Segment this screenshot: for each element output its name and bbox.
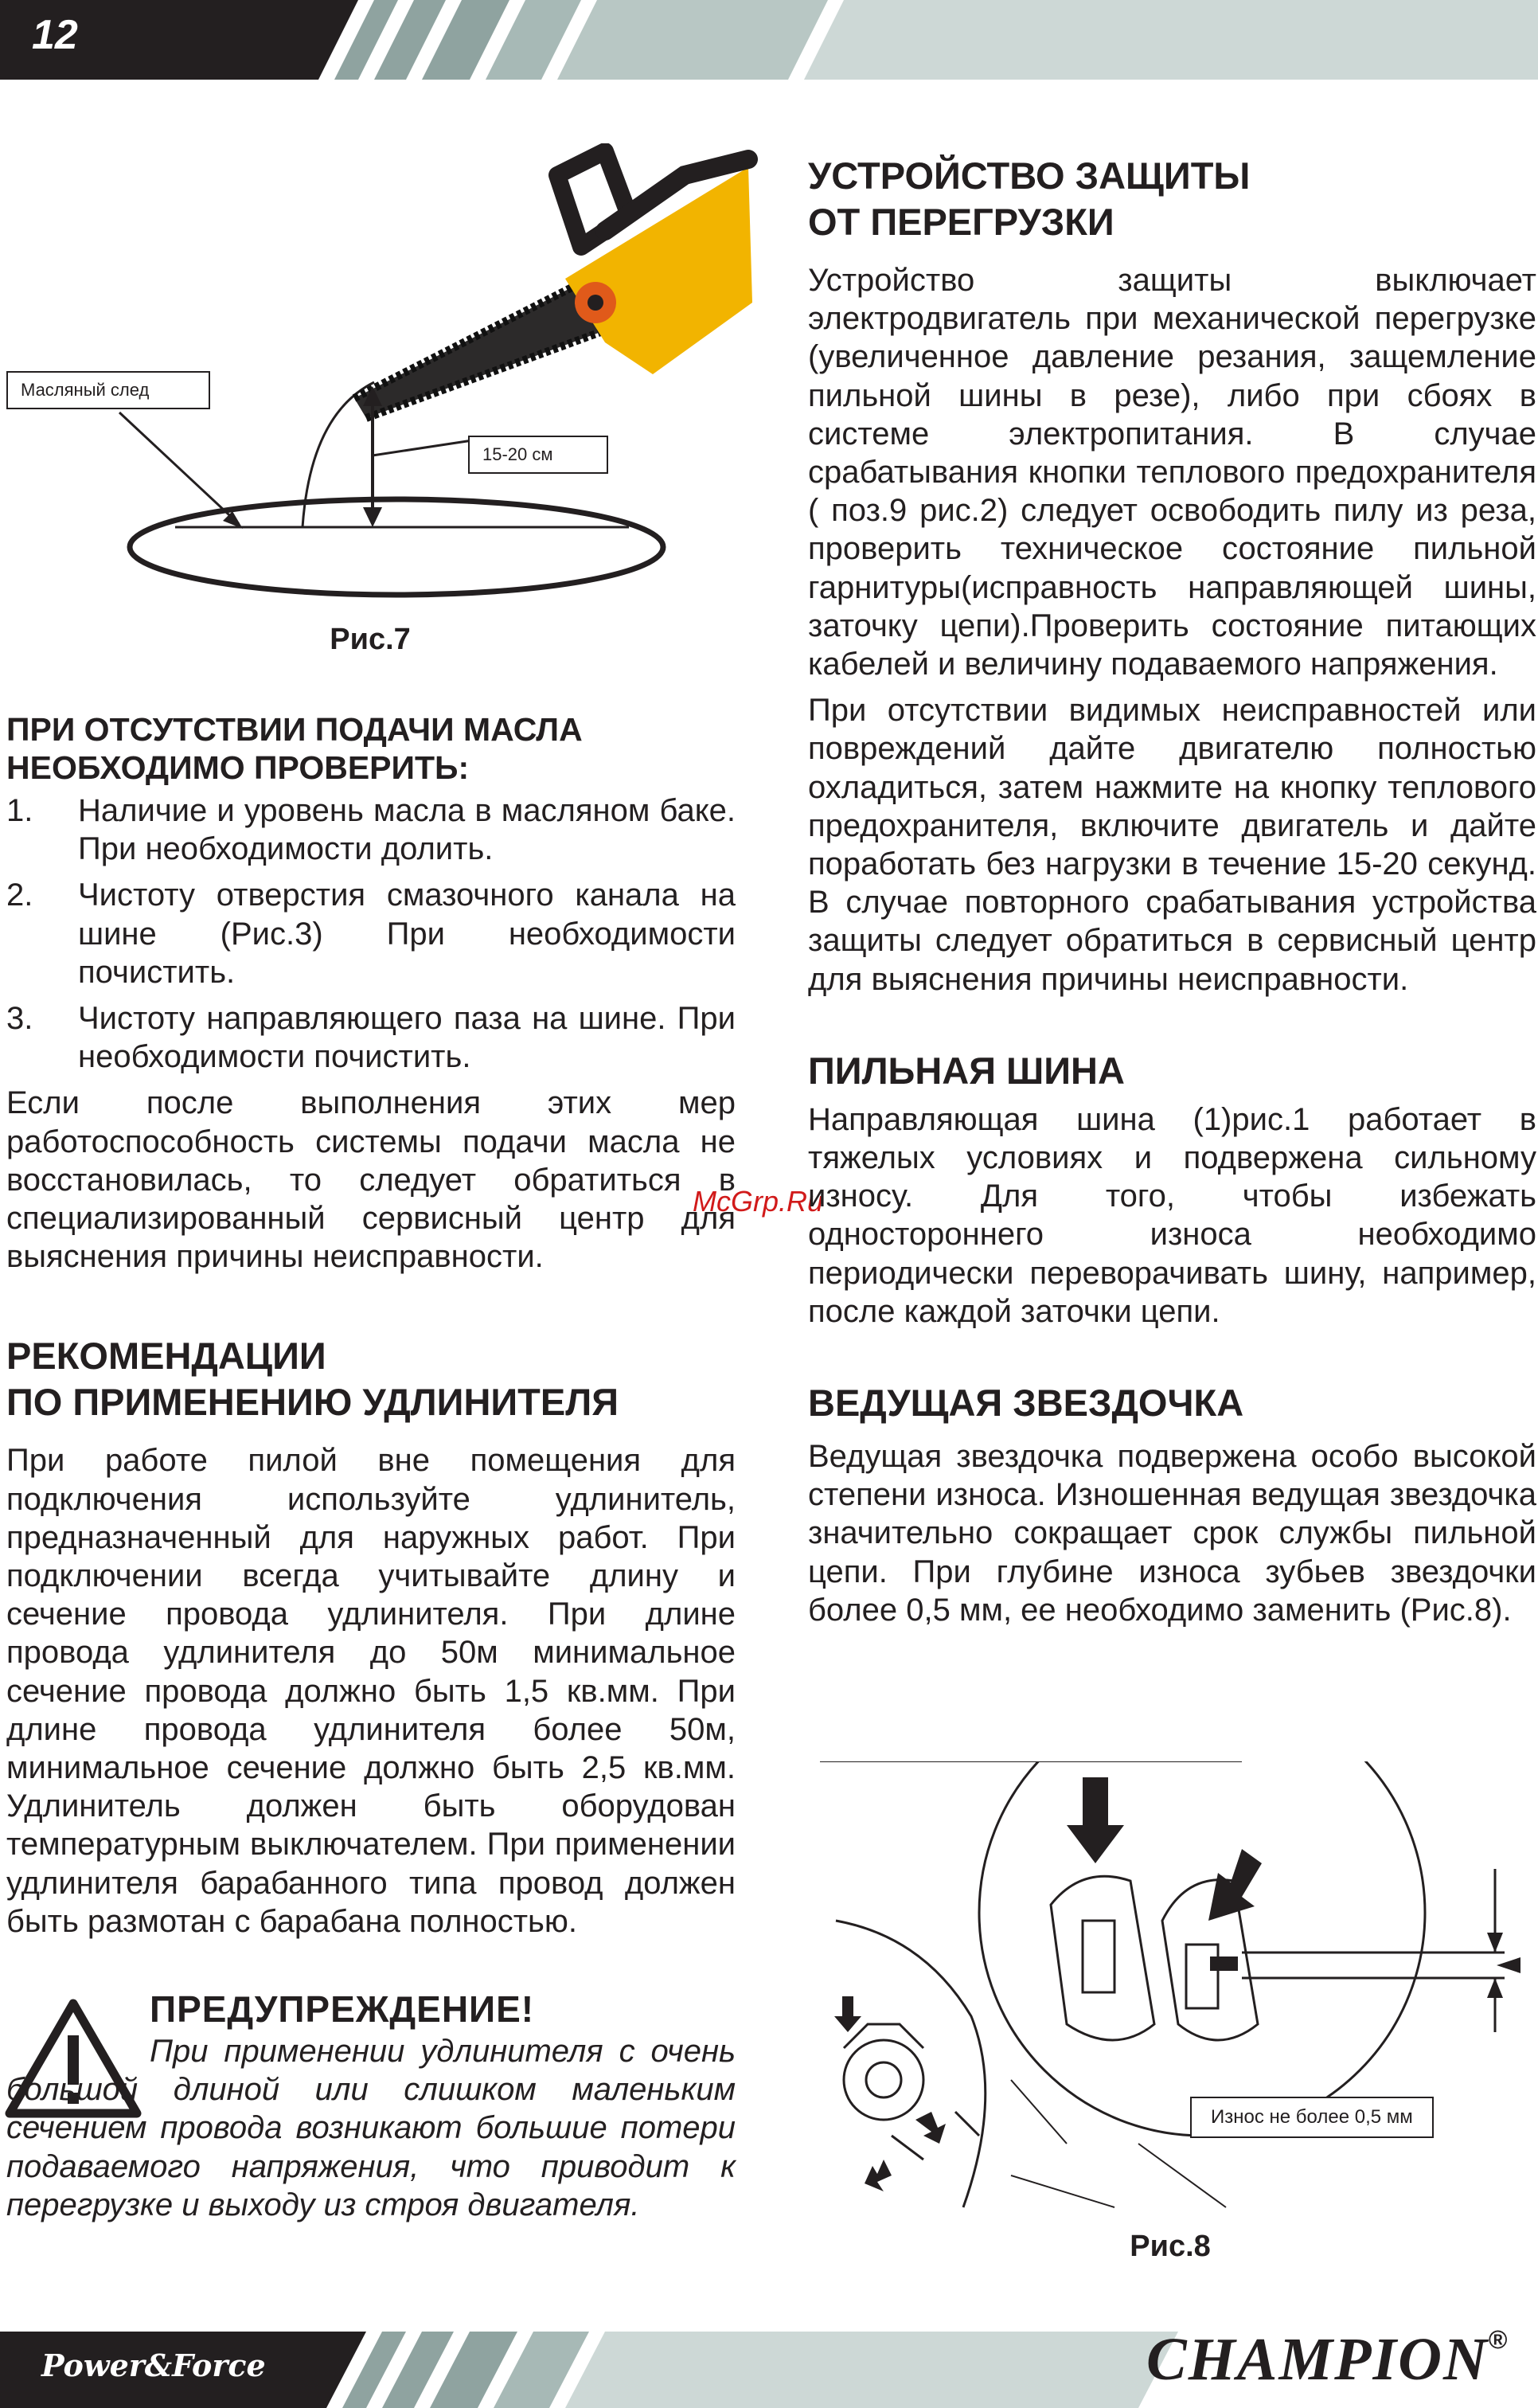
extension-section-paragraph: При работе пилой вне помещения для подключения используйте удлинитель, предназначенный для наружных работ. При подключении всегда учитывайте длину и сечение провода удлинителя. При длине провода удлинителя до 50м минимальное сечение провода должно быть 1,5 кв.мм. При длине провода удлинителя более 50м, минимальное сечение должно быть 2,5 кв.мм. Удлинитель должен быть оборудован температурным выключателем. При применении удлинителя барабанного типа провод должен быть размотан с барабана полностью. <box>6 1443 736 1939</box>
overload-paragraph-1: Устройство защиты выключает электродвигатель при механической перегрузке (увеличенное давление резания, защемление пильной шины в резе), либо при сбоях в системе электропитания. В случае срабатывания кнопки теплового предохранителя ( поз.9 рис.2) следует освободить пилу из реза, проверить техническое состояние пильной гарнитуры(исправность направляющей шины, заточку цепи).Проверить состояние питающих кабелей и величину подаваемого напряжения. <box>808 263 1536 682</box>
header-band <box>0 0 1538 80</box>
figure-7-distance-label: 15-20 см <box>468 436 608 474</box>
bar-section-paragraph: Направляющая шина (1)рис.1 работает в тяжелых условиях и подвержена сильному износу. Для того, чтобы избежать одностороннего износа необходимо периодически переворачивать шину, например, после каждой заточки цепи. <box>808 1101 1536 1329</box>
figure-8-sprocket <box>812 1761 1536 2231</box>
oil-section-paragraph: Если после выполнения этих мер работоспособность системы подачи масла не восстановилась, то следует обратиться в специализированный сервисный центр для выяснения причины неисправности. <box>6 1085 736 1275</box>
figure-8-wear-label: Износ не более 0,5 мм <box>1190 2097 1434 2138</box>
sprocket-section-paragraph: Ведущая звездочка подвержена особо высокой степени износа. Изношенная ведущая звездочка значительно сокращает срок службы пильной цепи. При глубине износа зубьев звездочки более 0,5 мм, ее необходимо заменить (Рис.8). <box>808 1439 1536 1628</box>
figure-8-caption: Рис.8 <box>1130 2230 1211 2263</box>
sprocket-section-title: ВЕДУЩАЯ ЗВЕЗДОЧКА <box>808 1382 1244 1425</box>
right-column <box>808 153 1536 1629</box>
left-column <box>6 710 736 1941</box>
bar-section-title: ПИЛЬНАЯ ШИНА <box>808 1049 1125 1092</box>
figure-7-oil-label: Масляный след <box>6 371 210 409</box>
overload-paragraph-2: При отсутствии видимых неисправностей или повреждений дайте двигателю полностью охладиться, затем нажмите на кнопку теплового предохранителя, включите двигатель и дайте поработать без нагрузки в течение 15-20 секунд. В случае повторного срабатывания устройства защиты следует обратиться в сервисный центр для выяснения причины неисправности. <box>808 693 1536 997</box>
list-item: 2. Чистоту отверстия смазочного канала на шине (Рис.3) При необходимости почистить. <box>6 878 736 990</box>
list-item: 1. Наличие и уровень масла в масляном баке. При необходимости долить. <box>6 793 736 867</box>
power-force-logo: Power&Force <box>41 2347 266 2383</box>
list-item: 3. Чистоту направляющего паза на шине. При необходимости почистить. <box>6 1001 736 1075</box>
watermark: McGrp.Ru <box>693 1185 824 1218</box>
overload-section-title: УСТРОЙСТВО ЗАЩИТЫ ОТ ПЕРЕГРУЗКИ <box>808 154 1251 243</box>
extension-section-title: РЕКОМЕНДАЦИИ ПО ПРИМЕНЕНИЮ УДЛИНИТЕЛЯ <box>6 1335 619 1424</box>
warning-text-block <box>6 2032 736 2224</box>
oil-check-list <box>6 792 736 1076</box>
champion-logo: CHAMPION® <box>1146 2325 1508 2393</box>
warning-text: При применении удлинителя с очень большой длиной или слишком маленьким сечением провода возникают большие потери подаваемого напряжения, что приводит к перегрузке и выходу из строя двигателя. <box>6 2034 736 2222</box>
oil-section-title: ПРИ ОТСУТСТВИИ ПОДАЧИ МАСЛА НЕОБХОДИМО ПРОВЕРИТЬ: <box>6 711 583 786</box>
warning-title: ПРЕДУПРЕЖДЕНИЕ! <box>150 1988 535 2030</box>
page-number: 12 <box>32 12 78 58</box>
figure-7-caption: Рис.7 <box>330 623 411 656</box>
